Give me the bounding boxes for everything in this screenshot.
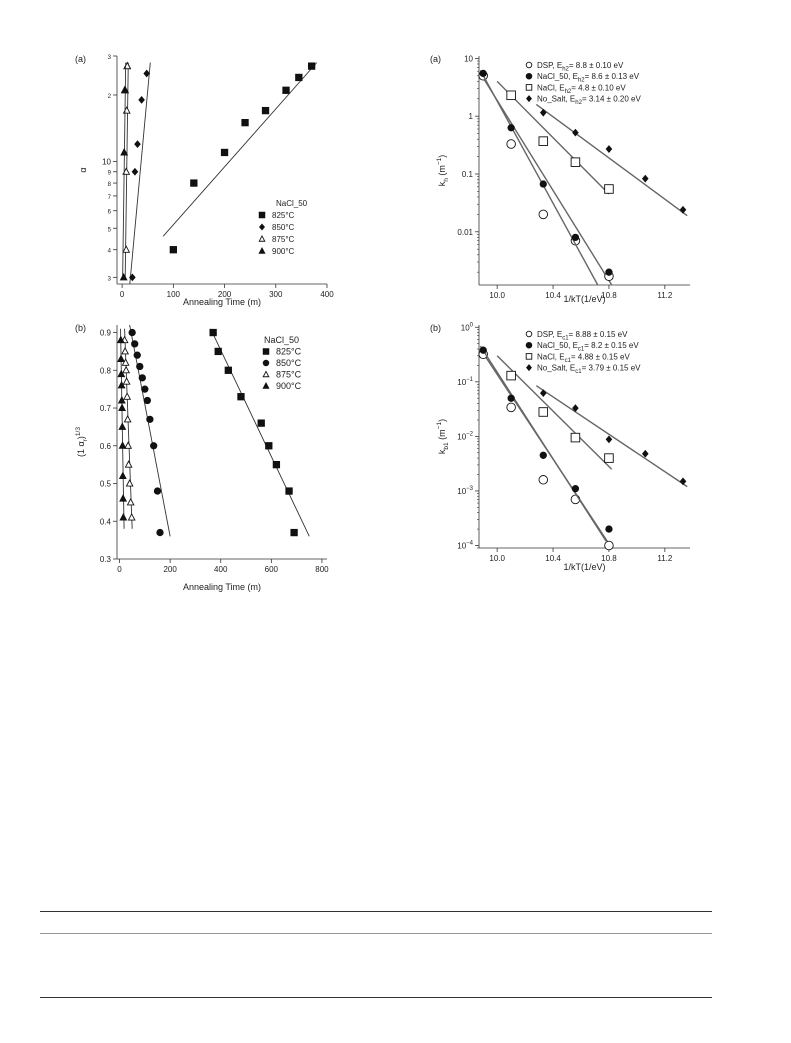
legend [526,61,641,106]
data-point [125,442,131,448]
series-3 [536,386,687,487]
data-point [296,74,302,80]
data-point [170,247,176,253]
y-tick-label: 0.8 [99,366,111,376]
legend-entry: 875°C [272,235,295,244]
data-point [139,375,145,381]
data-point [142,386,148,392]
data-point [539,210,548,219]
data-point [125,461,131,467]
data-point [120,274,126,280]
legend-entry: DSP, $E_{h2}= 8.8 \pm 0.10$ eV [537,61,624,73]
y-tick-label: 7 [107,194,111,201]
y-tick-label: $10^{-1}$ [457,376,473,387]
fit-line [536,386,687,487]
data-point [606,526,612,532]
legend-entry: 825°C [272,211,295,220]
chart-tr [430,54,690,304]
y-tick-label: 1 [468,112,473,122]
legend-entry: 875°C [276,369,302,380]
y-tick-label: 0.3 [99,555,111,564]
data-point [119,442,125,448]
data-point [123,378,129,384]
y-tick-label: 0.5 [99,479,111,489]
data-point [119,397,125,403]
legend-marker [526,62,532,68]
data-point [118,355,124,361]
panel-label: (b) [75,323,86,333]
x-tick-label: 600 [264,565,279,574]
data-point [539,476,548,485]
data-point [144,70,149,76]
x-tick-label: 0 [117,565,122,574]
legend-marker [263,383,269,388]
y-axis-label: $k_{b1}$ $(m^{-1})$ [436,418,450,455]
data-point [539,137,548,146]
x-tick-label: 10.4 [545,291,561,300]
x-tick-label: 10.8 [601,554,617,563]
legend-entry: 900°C [272,247,295,256]
data-point [507,140,516,149]
data-point [121,149,127,155]
data-point [283,87,289,93]
legend-marker [259,236,265,241]
x-tick-label: 10.0 [489,554,505,563]
series-3 [118,329,127,529]
panel-label: (a) [75,54,86,64]
x-tick-label: 400 [320,290,334,299]
data-point [119,423,125,429]
x-tick-label: 11.2 [657,554,673,563]
fit-line [130,63,150,284]
data-point [147,416,153,422]
data-point [273,461,279,467]
y-axis-label: $k_h$ $(m^{-1})$ [436,154,450,187]
data-point [480,70,486,76]
y-tick-label: 10 [102,157,111,167]
data-point [122,348,128,354]
legend-marker [527,365,532,371]
panel-label: (a) [430,54,441,64]
legend-marker [526,331,532,337]
y-tick-label: $10^{-4}$ [457,540,473,551]
data-point [139,97,144,103]
legend-entry: DSP, $E_{c1}= 8.88 \pm 0.15$ eV [537,330,628,342]
x-tick-label: 300 [269,290,283,299]
data-point [134,352,140,358]
x-tick-label: 11.2 [657,291,673,300]
data-point [120,514,126,520]
legend-marker [263,360,269,366]
data-point [540,181,546,187]
data-point [508,395,514,401]
legend-marker [260,224,265,230]
data-point [120,495,126,501]
data-point [191,180,197,186]
data-point [128,514,134,520]
data-point [221,149,227,155]
x-tick-label: 0 [119,290,125,299]
data-point [680,207,685,213]
x-tick-label: 10.0 [489,291,505,300]
legend-marker [263,371,269,376]
table-bottom-rule [40,997,712,998]
x-tick-label: 100 [166,290,181,299]
legend-entry: 900°C [276,381,302,391]
data-point [508,125,514,131]
y-axis-label: (1 $\alpha_r)^{1/3}$ [75,427,89,457]
data-point [119,405,125,411]
y-tick-label: 2 [107,93,111,100]
legend-marker [527,96,532,102]
y-tick-label: $10^{-3}$ [457,485,473,496]
y-tick-label: 3 [107,55,111,61]
data-point [571,158,580,167]
y-tick-label: 0.01 [457,227,473,237]
table-header-rule [40,933,712,934]
table-top-rule [40,911,712,912]
data-point [144,397,150,403]
x-tick-label: 400 [214,565,228,574]
data-point [157,529,163,535]
data-point [539,408,548,417]
legend-entry: NaCl, $E_{c1}= 4.88 \pm 0.15$ eV [537,352,630,364]
legend-marker [526,342,532,348]
chart-br [430,322,690,572]
data-point [605,541,614,550]
y-tick-label: $10^0$ [460,322,473,333]
data-point [126,480,132,486]
data-point [124,416,130,422]
y-tick-label: 9 [107,170,111,177]
x-tick-label: 200 [217,290,232,299]
legend-entry: NaCl, $E_{h2}= 4.8 \pm 0.10$ eV [537,83,626,95]
data-point [291,529,297,535]
fit-line [480,346,606,541]
data-point [124,107,130,113]
data-point [572,485,578,491]
x-axis-label: Annealing Time (m) [182,297,262,307]
series-1 [129,325,170,536]
data-point [606,269,612,275]
legend-title: NaCl_50 [276,199,308,208]
y-tick-label: 0.7 [99,404,111,414]
data-point [215,348,221,354]
y-tick-label: 5 [107,227,111,234]
legend-entry: 825°C [276,346,302,357]
y-tick-label: 0.9 [99,328,111,338]
data-point [286,488,292,494]
data-point [606,436,611,442]
x-axis-label: 1/kT(1/eV) [563,294,606,304]
legend-marker [526,73,532,79]
data-point [225,367,231,373]
data-point [571,433,580,442]
data-point [507,403,516,412]
legend-marker [259,212,265,218]
y-tick-label: 8 [107,182,111,189]
y-tick-label: 3 [107,276,111,283]
series-2 [497,356,613,469]
data-point [606,146,611,152]
data-point [127,499,133,505]
x-axis-label: 1/kT(1/eV) [563,562,606,572]
data-point [123,367,129,373]
legend-entry: 850°C [276,358,302,368]
data-point [266,443,272,449]
data-point [242,119,248,125]
chart-bl [75,323,329,592]
data-point [643,451,648,457]
y-tick-label: 0.6 [99,441,111,451]
data-point [124,393,130,399]
x-tick-label: 800 [315,565,329,574]
legend-entry: NaCl_50, $E_{c1}= 8.2 \pm 0.15$ eV [537,341,639,353]
series-1 [480,346,612,541]
panel-label: (b) [430,323,441,333]
data-point [308,63,314,69]
data-point [154,488,160,494]
legend-entry: No_Salt, $E_{c1}= 3.79 \pm 0.15$ eV [537,363,641,376]
data-point [680,478,685,484]
data-point [540,452,546,458]
data-point [132,341,138,347]
data-point [238,394,244,400]
y-tick-label: 0.4 [99,517,111,527]
legend-marker [263,349,269,355]
x-tick-label: 10.4 [545,554,561,563]
y-tick-label: $10^{-2}$ [457,431,473,442]
legend [263,335,301,391]
x-tick-label: 200 [163,565,177,574]
data-point [135,141,140,147]
data-point [605,454,614,463]
data-point [605,185,614,194]
y-tick-label: 0.1 [461,169,473,179]
legend-title: NaCl_50 [264,335,300,345]
data-point [150,443,156,449]
data-point [262,107,268,113]
data-point [210,329,216,335]
data-point [137,363,143,369]
y-axis-label: α [78,167,88,173]
data-point [124,63,130,69]
legend-marker [259,248,265,253]
series-1 [130,63,151,284]
y-tick-label: 10 [464,54,473,64]
legend-entry: No_Salt, $E_{h2}= 3.14 \pm 0.20$ eV [537,94,641,107]
chart-tl [75,54,334,307]
legend-marker [526,354,532,360]
legend-entry: NaCl_50, $E_{h2}= 8.6 \pm 0.13$ eV [537,72,640,84]
data-point [572,234,578,240]
legend-marker [526,85,532,91]
data-point [507,371,516,380]
data-point [507,91,516,100]
data-point [129,329,135,335]
data-point [258,420,264,426]
x-tick-label: 10.8 [601,291,617,300]
x-axis-label: Annealing Time (m) [182,582,262,592]
y-tick-label: 6 [107,209,111,216]
data-point [132,169,137,175]
data-point [123,246,129,252]
data-point [480,347,486,353]
y-tick-label: 4 [107,248,111,255]
legend [259,199,307,256]
data-point [120,472,126,478]
legend [526,330,641,375]
legend-entry: 850°C [272,223,295,232]
data-point [643,175,648,181]
